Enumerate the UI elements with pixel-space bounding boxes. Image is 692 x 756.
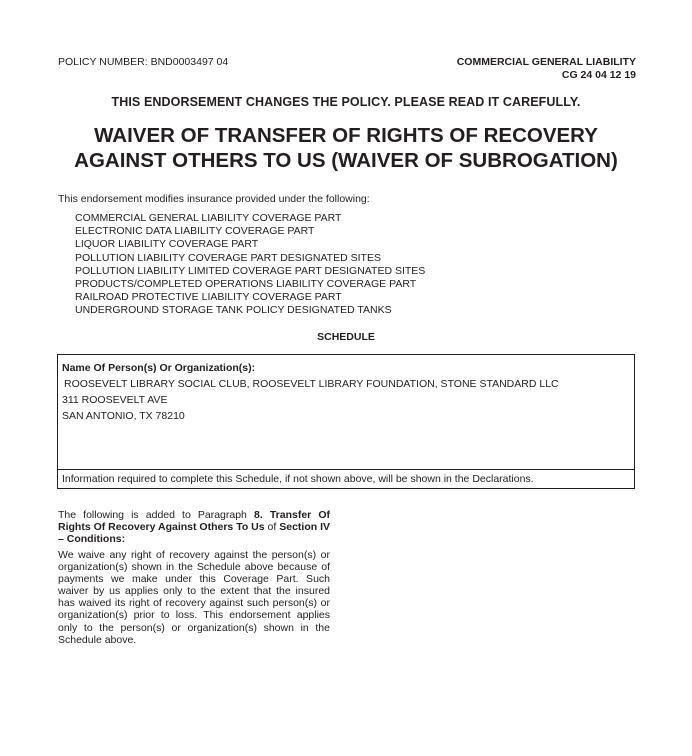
coverage-part-item: LIQUOR LIABILITY COVERAGE PART <box>75 238 259 251</box>
coverage-part-item: COMMERCIAL GENERAL LIABILITY COVERAGE PART <box>75 212 342 224</box>
schedule-address-street: 311 ROOSEVELT AVE <box>62 394 168 406</box>
intro-text: This endorsement modifies insurance provided under the following: <box>58 193 370 205</box>
schedule-organization-names: ROOSEVELT LIBRARY SOCIAL CLUB, ROOSEVELT LIBRARY FOUNDATION, STONE STANDARD LLC <box>64 378 559 390</box>
schedule-footnote: Information required to complete this Schedule, if not shown above, will be shown in the Declarations. <box>62 473 534 485</box>
waiver-paragraph: We waive any right of recovery against the person(s) or organization(s) shown in the Schedule above because of payments we make under this Coverage Part. Such waiver by us applies only to the extent that the insured has waived its right of recovery against such person(s) or organization(s) prior to loss. This endorsement applies only to the person(s) or organization(s) shown in the Schedule above. <box>58 549 330 646</box>
form-title: COMMERCIAL GENERAL LIABILITY <box>456 56 636 68</box>
coverage-part-list <box>75 212 425 318</box>
paragraph-connector-text: of <box>264 521 280 534</box>
coverage-part-item: UNDERGROUND STORAGE TANK POLICY DESIGNATED TANKS <box>75 304 392 317</box>
document-title-line-2: AGAINST OTHERS TO US (WAIVER OF SUBROGATION) <box>74 149 618 172</box>
document-title-line-1: WAIVER OF TRANSFER OF RIGHTS OF RECOVERY <box>94 124 598 147</box>
schedule-label: Name Of Person(s) Or Organization(s): <box>62 362 256 374</box>
paragraph-lead-text: The following is added to Paragraph <box>58 509 254 521</box>
coverage-part-item: POLLUTION LIABILITY LIMITED COVERAGE PART DESIGNATED SITES <box>75 264 426 277</box>
paragraph-reference-bold: 8. Transfer Of Rights Of Recovery Against Others To Us <box>58 509 330 534</box>
schedule-box <box>57 354 635 489</box>
schedule-divider <box>58 469 634 470</box>
coverage-part-item: PRODUCTS/COMPLETED OPERATIONS LIABILITY COVERAGE PART <box>75 277 417 290</box>
section-reference-bold: Section IV – Conditions: <box>58 521 331 546</box>
schedule-address-city: SAN ANTONIO, TX 78210 <box>62 410 185 422</box>
condition-paragraph-intro <box>58 509 330 545</box>
coverage-part-item: ELECTRONIC DATA LIABILITY COVERAGE PART <box>75 225 315 238</box>
schedule-heading: SCHEDULE <box>317 331 375 343</box>
endorsement-notice: THIS ENDORSEMENT CHANGES THE POLICY. PLEASE READ IT CAREFULLY. <box>111 95 581 109</box>
coverage-part-item: RAILROAD PROTECTIVE LIABILITY COVERAGE PART <box>75 291 342 304</box>
coverage-part-item: POLLUTION LIABILITY COVERAGE PART DESIGNATED SITES <box>75 251 381 264</box>
form-code: CG 24 04 12 19 <box>561 69 636 81</box>
policy-number: POLICY NUMBER: BND0003497 04 <box>58 56 229 68</box>
